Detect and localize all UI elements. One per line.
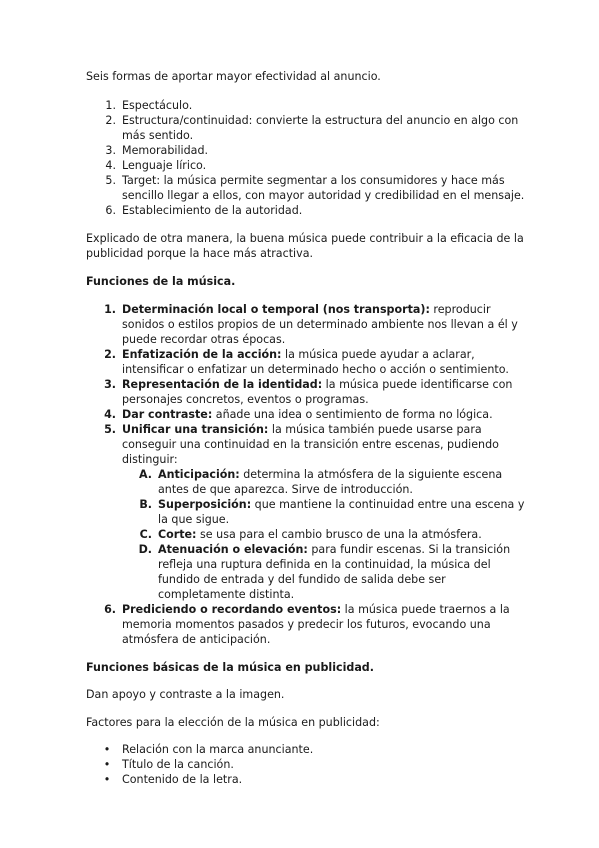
forms-list: [86, 98, 526, 218]
bullet-icon: •: [103, 773, 111, 786]
list-item: 1. Determinación local o temporal (nos transporta): reproducir sonidos o estilos propios de un determinado ambiente nos llevan a él y puede recordar otras épocas.: [104, 303, 518, 346]
basic-functions-heading: Funciones básicas de la música en publicidad.: [86, 661, 374, 674]
sub-list-item: C. Corte: se usa para el cambio brusco de una la atmósfera.: [139, 528, 482, 541]
list-item: 4. Lenguaje lírico.: [105, 159, 207, 172]
sub-list-item: D. Atenuación o elevación: para fundir escenas. Si la transición refleja una ruptura definida en la continuidad, la música del fundido de entrada y del fundido de salida debe ser completamente distinta.: [138, 543, 511, 601]
list-item: 2. Estructura/continuidad: convierte la estructura del anuncio en algo con más sentido.: [105, 114, 519, 142]
bullet-icon: •: [103, 743, 111, 756]
list-item: 4. Dar contraste: añade una idea o sentimiento de forma no lógica.: [104, 408, 493, 421]
intro-paragraph: Seis formas de aportar mayor efectividad al anuncio.: [86, 70, 381, 83]
sub-list-item: A. Anticipación: determina la atmósfera de la siguiente escena antes de que aparezca. Sirve de introducción.: [138, 468, 503, 496]
list-item: 3. Representación de la identidad: la música puede identificarse con personajes concretos, eventos o programas.: [104, 378, 513, 406]
list-item: • Contenido de la letra.: [103, 773, 243, 786]
document-body: [86, 69, 526, 787]
list-item: 5. Target: la música permite segmentar a los consumidores y hace más sencillo llegar a ellos, con mayor autoridad y credibilidad en el mensaje.: [105, 174, 525, 202]
transition-types-list: [122, 467, 526, 602]
functions-heading: Funciones de la música.: [86, 275, 236, 288]
list-item: 3. Memorabilidad.: [105, 144, 209, 157]
factors-list: [86, 742, 526, 787]
basic-functions-paragraph: Dan apoyo y contraste a la imagen.: [86, 688, 285, 701]
bullet-icon: •: [103, 758, 111, 771]
list-item: 6. Prediciendo o recordando eventos: la música puede traernos a la memoria momentos pasados y predecir los futuros, evocando una atmósfera de anticipación.: [104, 603, 510, 646]
list-item: • Título de la canción.: [103, 758, 234, 771]
explanation-paragraph: Explicado de otra manera, la buena música puede contribuir a la eficacia de la publicidad porque la hace más atractiva.: [86, 232, 524, 260]
list-item: 1. Espectáculo.: [105, 99, 193, 112]
sub-list-item: B. Superposición: que mantiene la continuidad entre una escena y la que sigue.: [139, 498, 525, 526]
factors-intro-paragraph: Factores para la elección de la música en publicidad:: [86, 716, 380, 729]
list-item: • Relación con la marca anunciante.: [103, 743, 314, 756]
list-item: 5. Unificar una transición: la música también puede usarse para conseguir una continuidad en la transición entre escenas, pudiendo distinguir: A. Anticipación: determina la atmósfera de la siguiente escena antes de que aparezca. Sirve de introducción. B. Superposición: que mantiene la continuidad entre una escena y la que sigue. C. Corte: se usa para el cambio brusco de una la atmósfera. D. Atenuación o elevación: para fundir escenas. Si la transición refleja una ruptura definida en la continuidad, la música del fundido de entrada y del fundido de salida debe ser completamente distinta.: [104, 423, 525, 601]
list-item: 6. Establecimiento de la autoridad.: [105, 204, 303, 217]
functions-list: [86, 302, 526, 647]
list-item: 2. Enfatización de la acción: la música puede ayudar a aclarar, intensificar o enfatizar un determinado hecho o acción o sentimiento.: [104, 348, 509, 376]
